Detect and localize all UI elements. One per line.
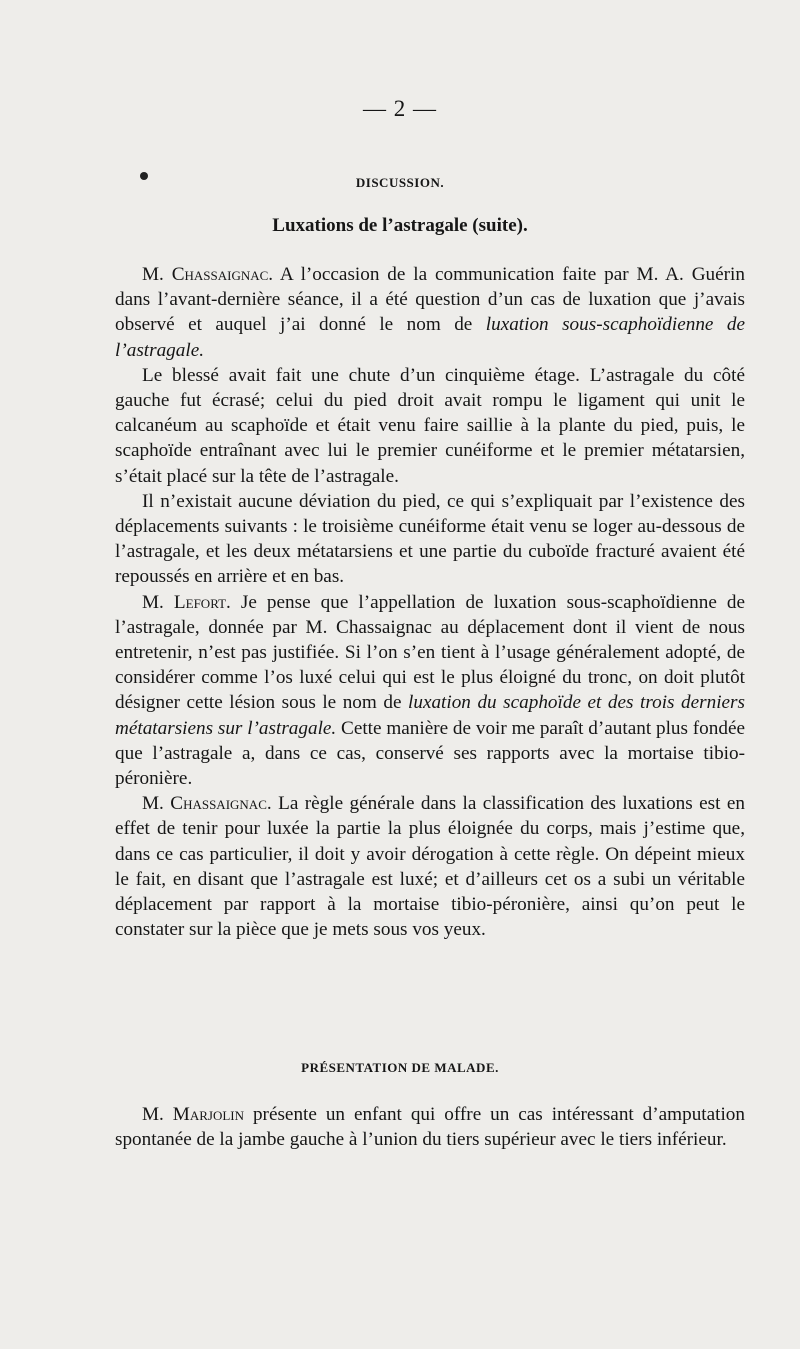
paragraph-text: A l’occasion de la communication faite par M. A. Guérin dans l’avant-dernière séance, il a été question d’un cas de luxation que j’avais observé et auquel j’ai donné le nom de <box>115 264 745 336</box>
paragraph-text: Cette manière de voir me paraît d’autant plus fondée que l’astragale a, dans ce cas, conservé ses rapports avec la mortaise tibio-péronière. <box>115 717 745 790</box>
paragraph-text: Je pense que l’appellation de luxation sous-scaphoïdienne de l’astragale, donnée par M. Chassaignac au déplacement dont il vient de nous entretenir, n’est pas justifiée. Si l’on s’en tient à l’usage généralement adopté, de considérer comme l’os luxé celui qui est le plus éloigné du tronc, on doit plutôt désigner cette lésion sous le nom de <box>115 591 746 714</box>
speaker-name: M. Chassaignac. <box>142 793 272 815</box>
speaker-name: M. Marjolin <box>142 1104 245 1125</box>
presentation-body <box>115 1102 745 1152</box>
paragraph-5 <box>115 791 745 942</box>
emphasis-text: luxation du scaphoïde et des trois derniers métatarsiens sur l’astragale. <box>115 692 745 739</box>
discussion-body <box>115 262 745 942</box>
paragraph-6 <box>115 1102 745 1152</box>
discussion-heading: DISCUSSION. <box>355 175 445 190</box>
presentation-heading: PRÉSENTATION DE MALADE. <box>301 1060 499 1075</box>
paragraph-3: Il n’existait aucune déviation du pied, ce qui s’expliquait par l’existence des déplacements suivants : le troisième cunéiforme était venu se loger au-dessous de l’astragale, et les deux métatarsiens et une partie du cuboïde fracturé avaient été repoussés en arrière et en bas. <box>115 490 745 588</box>
speaker-name: M. Lefort. <box>142 591 231 613</box>
page-number: — 2 — <box>363 96 437 121</box>
paragraph-2: Le blessé avait fait une chute d’un cinquième étage. L’astragale du côté gauche fut écrasé; celui du pied droit avait rompu le ligament qui unit le calcanéum au scaphoïde et était venu faire saillie à la plante du pied, puis, le scaphoïde entraînant avec lui le premier cunéiforme et le premier métatarsien, s’était placé sur la tête de l’astragale. <box>115 364 745 487</box>
paragraph-text: La règle générale dans la classification des luxations est en effet de tenir pour luxée la partie la plus éloignée du corps, mais j’estime que, dans ce cas particulier, il doit y avoir dérogation à cette règle. On dépeint mieux le fait, en disant que l’astragale est luxé; et d’ailleurs cet os a subi un véritable déplacement par rapport à la mortaise tibio-péronière, ainsi qu’on peut le constater sur la pièce que je mets sous vos yeux. <box>115 793 745 941</box>
paragraph-1 <box>115 262 745 363</box>
speaker-name: M. Chassaignac. <box>142 264 274 285</box>
emphasis-text: luxation sous-scaphoïdienne de l’astragale. <box>115 314 745 361</box>
subject-title: Luxations de l’astragale (suite). <box>272 215 528 236</box>
paragraph-4 <box>115 590 745 792</box>
paragraph-text: présente un enfant qui offre un cas intéressant d’amputation spontanée de la jambe gauche à l’union du tiers supérieur avec le tiers inférieur. <box>115 1104 745 1151</box>
